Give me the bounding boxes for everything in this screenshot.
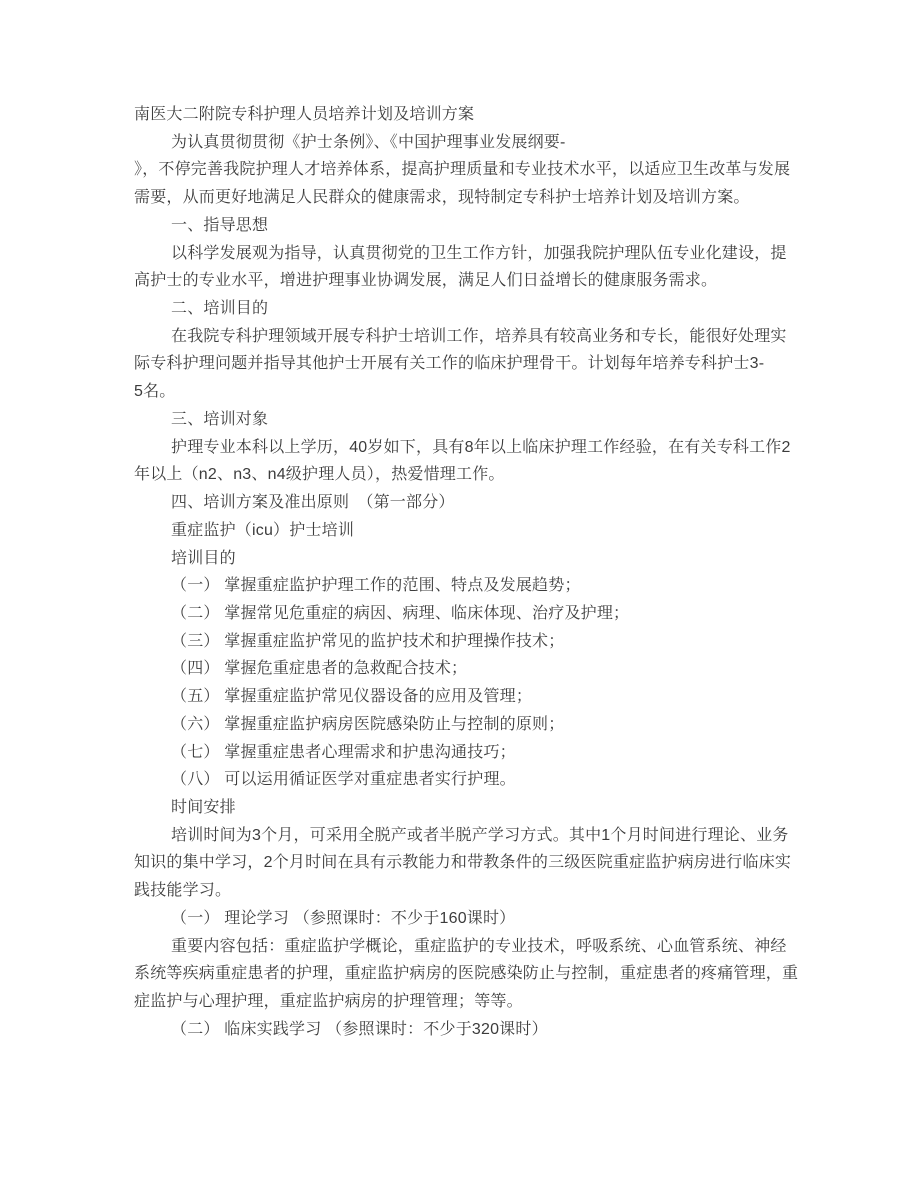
text-line: 一、指导思想 xyxy=(171,216,269,234)
text-line: 在我院专科护理领域开展专科护士培训工作，培养具有较高业务和专长，能很好处理实 xyxy=(171,327,787,345)
text-line: 知识的集中学习，2个月时间在具有示教能力和带教条件的三级医院重症监护病房进行临床实 xyxy=(134,854,792,872)
text-line: 践技能学习。 xyxy=(134,882,232,900)
text-line: 时间安排 xyxy=(171,798,236,816)
text-line: （二） 临床实践学习 （参照课时：不少于320课时） xyxy=(171,1020,548,1038)
text-line: （七） 掌握重症患者心理需求和护患沟通技巧； xyxy=(171,743,516,761)
document-body xyxy=(134,101,840,1043)
text-line: 需要，从而更好地满足人民群众的健康需求，现特制定专科护士培养计划及培训方案。 xyxy=(134,189,750,207)
text-line: （五） 掌握重症监护常见仪器设备的应用及管理； xyxy=(171,688,533,706)
text-line: 年以上（n2、n3、n4级护理人员），热爱惜理工作。 xyxy=(134,466,505,484)
text-line: 护理专业本科以上学历，40岁如下，具有8年以上临床护理工作经验，在有关专科工作2 xyxy=(171,438,791,456)
text-line: 培训时间为3个月，可采用全脱产或者半脱产学习方式。其中1个月时间进行理论、业务 xyxy=(171,826,789,844)
text-line: 际专科护理问题并指导其他护士开展有关工作的临床护理骨干。计划每年培养专科护士3- xyxy=(134,355,765,373)
text-line: 以科学发展观为指导，认真贯彻党的卫生工作方针，加强我院护理队伍专业化建设，提 xyxy=(171,244,787,262)
text-line: 培训目的 xyxy=(171,549,236,567)
document-title: 南医大二附院专科护理人员培养计划及培训方案 xyxy=(134,106,475,123)
text-line: 为认真贯彻贯彻《护士条例》、《中国护理事业发展纲要- xyxy=(171,133,566,151)
text-line: （一） 掌握重症监护护理工作的范围、特点及发展趋势； xyxy=(171,577,581,595)
text-line: （三） 掌握重症监护常见的监护技术和护理操作技术； xyxy=(171,632,565,650)
text-line: 四、培训方案及准出原则 （第一部分） xyxy=(171,494,455,512)
text-line: （四） 掌握危重症患者的急救配合技术； xyxy=(171,660,468,678)
text-line: （八） 可以运用循证医学对重症患者实行护理。 xyxy=(171,771,516,789)
text-line: 》，不停完善我院护理人才培养体系，提高护理质量和专业技术水平，以适应卫生改革与发展 xyxy=(134,161,791,179)
text-line: 二、培训目的 xyxy=(171,300,269,318)
text-line: 5名。 xyxy=(134,383,176,401)
text-line: 重要内容包括：重症监护学概论，重症监护的专业技术，呼吸系统、心血管系统、神经 xyxy=(171,937,787,955)
text-line: 重症监护（icu）护士培训 xyxy=(171,521,355,539)
text-line: （二） 掌握常见危重症的病因、病理、临床体现、治疗及护理； xyxy=(171,604,630,622)
text-line: 系统等疾病重症患者的护理，重症监护病房的医院感染防止与控制，重症患者的疼痛管理，重 xyxy=(134,965,799,983)
text-line: 症监护与心理护理，重症监护病房的护理管理；等等。 xyxy=(134,993,523,1010)
text-line: 三、培训对象 xyxy=(171,410,269,428)
text-line: 高护士的专业水平，增进护理事业协调发展，满足人们日益增长的健康服务需求。 xyxy=(134,272,718,290)
text-line: （一） 理论学习 （参照课时：不少于160课时） xyxy=(171,909,516,927)
text-line: （六） 掌握重症监护病房医院感染防止与控制的原则； xyxy=(171,715,565,733)
